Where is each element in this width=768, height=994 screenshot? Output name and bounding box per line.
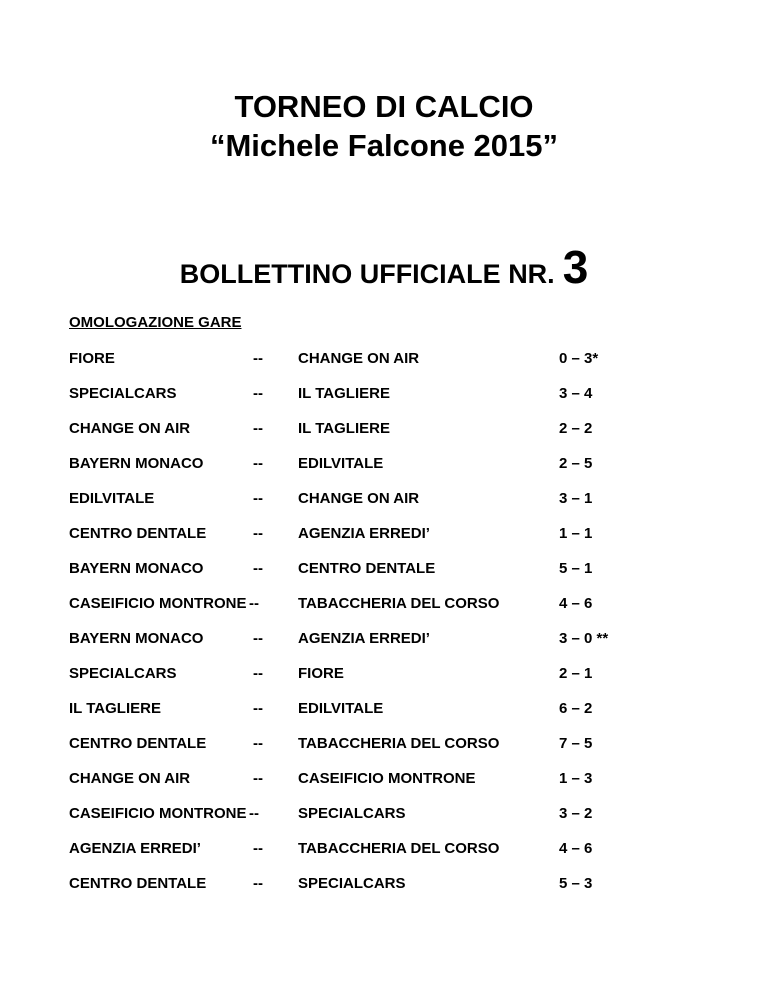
- home-team: CENTRO DENTALE: [69, 735, 207, 752]
- match-row: [0, 487, 768, 511]
- match-score: 5 – 1: [559, 560, 593, 577]
- away-team: TABACCHERIA DEL CORSO: [298, 735, 500, 752]
- match-score: 2 – 5: [559, 455, 593, 472]
- away-team: FIORE: [298, 665, 344, 682]
- match-row: [0, 837, 768, 861]
- match-row: [0, 802, 768, 826]
- match-row: [0, 592, 768, 616]
- match-score: 3 – 4: [559, 385, 593, 402]
- vs-separator: --: [253, 665, 263, 682]
- away-team: EDILVITALE: [298, 700, 384, 717]
- away-team: IL TAGLIERE: [298, 385, 390, 402]
- match-row: [0, 697, 768, 721]
- home-team: CASEIFICIO MONTRONE: [69, 805, 247, 822]
- away-team: TABACCHERIA DEL CORSO: [298, 595, 500, 612]
- match-row: [0, 417, 768, 441]
- match-row: [0, 382, 768, 406]
- vs-separator: --: [253, 735, 263, 752]
- match-score: 3 – 0 **: [559, 630, 609, 647]
- match-score: 1 – 3: [559, 770, 593, 787]
- home-team: BAYERN MONACO: [69, 630, 204, 647]
- match-score: 4 – 6: [559, 840, 593, 857]
- match-score: 3 – 2: [559, 805, 593, 822]
- match-score: 5 – 3: [559, 875, 593, 892]
- match-score: 4 – 6: [559, 595, 593, 612]
- tournament-title: TORNEO DI CALCIO: [234, 89, 534, 124]
- away-team: CASEIFICIO MONTRONE: [298, 770, 476, 787]
- home-team: CASEIFICIO MONTRONE: [69, 595, 247, 612]
- match-row: [0, 872, 768, 896]
- match-row: [0, 627, 768, 651]
- match-row: [0, 522, 768, 546]
- vs-separator: --: [253, 350, 263, 367]
- away-team: AGENZIA ERREDI’: [298, 630, 430, 647]
- away-team: IL TAGLIERE: [298, 420, 390, 437]
- home-team: IL TAGLIERE: [69, 700, 161, 717]
- vs-separator: --: [253, 560, 263, 577]
- match-row: [0, 732, 768, 756]
- vs-separator: --: [249, 805, 259, 822]
- home-team: AGENZIA ERREDI’: [69, 840, 201, 857]
- away-team: AGENZIA ERREDI’: [298, 525, 430, 542]
- match-score: 6 – 2: [559, 700, 593, 717]
- match-score: 7 – 5: [559, 735, 593, 752]
- match-row: [0, 347, 768, 371]
- home-team: CHANGE ON AIR: [69, 770, 191, 787]
- match-row: [0, 662, 768, 686]
- away-team: TABACCHERIA DEL CORSO: [298, 840, 500, 857]
- vs-separator: --: [253, 420, 263, 437]
- match-score: 2 – 1: [559, 665, 593, 682]
- match-row: [0, 452, 768, 476]
- vs-separator: --: [253, 455, 263, 472]
- vs-separator: --: [253, 490, 263, 507]
- tournament-subtitle: “Michele Falcone 2015”: [209, 128, 559, 163]
- match-row: [0, 767, 768, 791]
- bulletin-heading: [0, 240, 768, 294]
- vs-separator: --: [253, 630, 263, 647]
- home-team: BAYERN MONACO: [69, 560, 204, 577]
- home-team: BAYERN MONACO: [69, 455, 204, 472]
- vs-separator: --: [253, 840, 263, 857]
- vs-separator: --: [249, 595, 259, 612]
- away-team: CHANGE ON AIR: [298, 490, 420, 507]
- vs-separator: --: [253, 700, 263, 717]
- away-team: SPECIALCARS: [298, 805, 406, 822]
- away-team: CENTRO DENTALE: [298, 560, 436, 577]
- away-team: CHANGE ON AIR: [298, 350, 420, 367]
- match-score: 2 – 2: [559, 420, 593, 437]
- home-team: CHANGE ON AIR: [69, 420, 191, 437]
- home-team: CENTRO DENTALE: [69, 525, 207, 542]
- home-team: FIORE: [69, 350, 115, 367]
- match-score: 1 – 1: [559, 525, 593, 542]
- home-team: SPECIALCARS: [69, 665, 177, 682]
- match-score: 0 – 3*: [559, 350, 599, 367]
- match-row: [0, 557, 768, 581]
- home-team: SPECIALCARS: [69, 385, 177, 402]
- away-team: SPECIALCARS: [298, 875, 406, 892]
- bulletin-label: BOLLETTINO UFFICIALE NR.: [179, 259, 555, 289]
- vs-separator: --: [253, 385, 263, 402]
- match-score: 3 – 1: [559, 490, 593, 507]
- away-team: EDILVITALE: [298, 455, 384, 472]
- vs-separator: --: [253, 525, 263, 542]
- bulletin-number: 3: [562, 241, 589, 293]
- vs-separator: --: [253, 770, 263, 787]
- home-team: CENTRO DENTALE: [69, 875, 207, 892]
- vs-separator: --: [253, 875, 263, 892]
- home-team: EDILVITALE: [69, 490, 155, 507]
- section-title: OMOLOGAZIONE GARE: [69, 314, 242, 331]
